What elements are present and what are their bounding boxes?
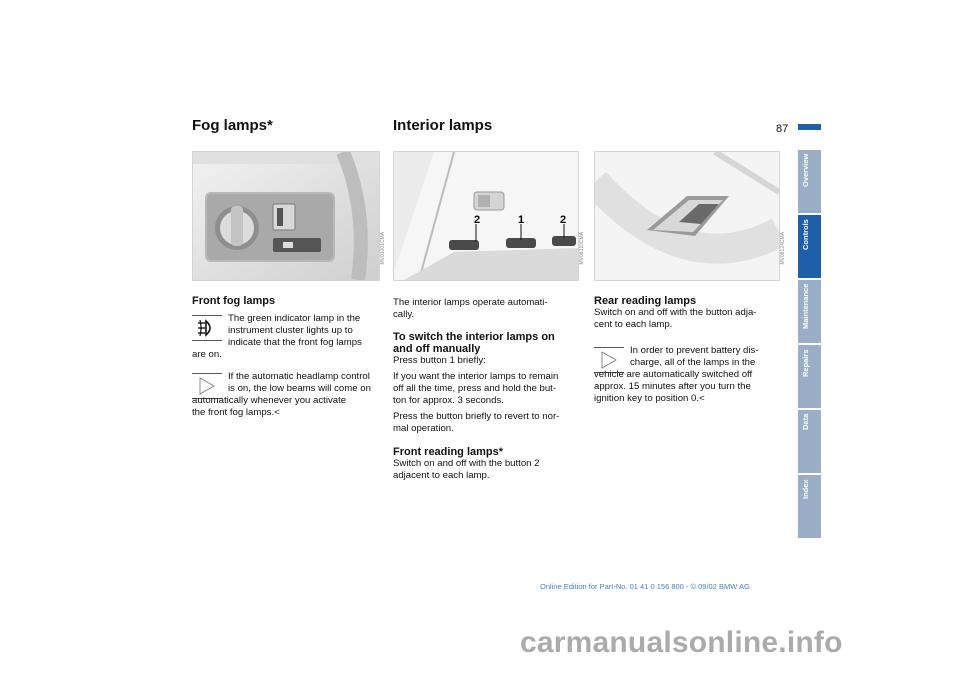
- page-number-bar: [798, 124, 821, 130]
- tab-overview[interactable]: [798, 150, 821, 213]
- battery-note-line: vehicle are automatically switched off: [594, 369, 753, 380]
- battery-note-line: approx. 15 minutes after you turn the: [594, 381, 751, 392]
- battery-note: [594, 345, 786, 405]
- fog-note2-line: If the automatic headlamp control: [228, 371, 370, 382]
- footer-edition: Online Edition for Part-No. 01 41 0 156 800 - © 09/02 BMW AG: [540, 582, 750, 591]
- fog-note1-line: indicate that the front fog lamps: [228, 337, 362, 348]
- fog-note1-line: are on.: [192, 349, 222, 360]
- fog-note2-line: the front fog lamps.<: [192, 407, 280, 418]
- tab-maintenance[interactable]: [798, 280, 821, 343]
- switch-p3-line: mal operation.: [393, 423, 454, 434]
- front-fog-lamps-heading: Front fog lamps: [192, 295, 276, 307]
- note-triangle-icon: [192, 373, 222, 399]
- fog-column: [192, 295, 378, 419]
- fog-note1-line: The green indicator lamp in the: [228, 313, 361, 324]
- rear-lamp-image: [594, 151, 780, 281]
- switch-p2-line: ton for approx. 3 seconds.: [393, 395, 504, 406]
- switch-p2-line: off all the time, press and hold the but-: [393, 383, 557, 394]
- battery-note-line: ignition key to position 0.<: [594, 393, 705, 404]
- front-reading-lamps-heading: Front reading lamps*: [393, 446, 504, 458]
- front-reading-line: Switch on and off with the button 2: [393, 458, 540, 469]
- fog-lamps-title: Fog lamps*: [192, 117, 273, 134]
- chapter-tabs: [798, 150, 821, 540]
- fog-indicator-note: [192, 313, 378, 361]
- rear-line: Switch on and off with the button adja-: [594, 307, 757, 318]
- fog-lamp-icon: [192, 315, 222, 341]
- rear-column: [594, 295, 786, 405]
- switch-p3-line: Press the button briefly to revert to nor-: [393, 411, 560, 422]
- page-number: 87: [776, 123, 789, 135]
- tab-repairs[interactable]: [798, 345, 821, 408]
- interior-label-2b: 2: [560, 214, 567, 226]
- interior-label-1: 1: [518, 214, 525, 226]
- rear-line: cent to each lamp.: [594, 319, 673, 330]
- interior-column: [393, 297, 585, 482]
- switch-p1: Press button 1 briefly:: [393, 355, 486, 366]
- interior-label-2a: 2: [474, 214, 481, 226]
- interior-lamps-title: Interior lamps: [393, 117, 493, 134]
- switch-interior-heading: To switch the interior lamps on: [393, 331, 555, 343]
- tab-label: Overview: [801, 154, 810, 188]
- fog-note1-line: instrument cluster lights up to: [228, 325, 353, 336]
- rear-image-code: MV08124CMA: [780, 232, 786, 265]
- tab-label: Data: [801, 414, 810, 431]
- fog-note2-line: automatically whenever you activate: [192, 395, 347, 406]
- tab-label: Maintenance: [801, 284, 810, 330]
- tab-data[interactable]: [798, 410, 821, 473]
- fog-image-code: MV01001CMA: [380, 232, 386, 265]
- interior-intro-line: The interior lamps operate automati-: [393, 297, 548, 308]
- watermark: carmanualsonline.info: [520, 626, 843, 659]
- interior-image-code: MV08310CMA: [579, 232, 585, 265]
- battery-note-line: In order to prevent battery dis-: [630, 345, 759, 356]
- tab-label: Index: [801, 479, 810, 499]
- interior-intro-line: cally.: [393, 309, 415, 320]
- battery-note-line: charge, all of the lamps in the: [630, 357, 756, 368]
- interior-lamps-image: [393, 151, 579, 281]
- note-triangle-icon: [594, 347, 624, 373]
- front-reading-line: adjacent to each lamp.: [393, 470, 490, 481]
- fog-lamp-switch-image: [192, 151, 380, 281]
- tab-label: Controls: [801, 219, 810, 250]
- rear-reading-lamps-heading: Rear reading lamps: [594, 295, 697, 307]
- tab-index[interactable]: [798, 475, 821, 538]
- switch-p2-line: If you want the interior lamps to remain: [393, 371, 559, 382]
- switch-interior-heading: and off manually: [393, 343, 481, 355]
- tab-label: Repairs: [801, 349, 810, 377]
- fog-note2-line: is on, the low beams will come on: [228, 383, 371, 394]
- tab-controls[interactable]: [798, 215, 821, 278]
- fog-auto-headlamp-note: [192, 371, 378, 419]
